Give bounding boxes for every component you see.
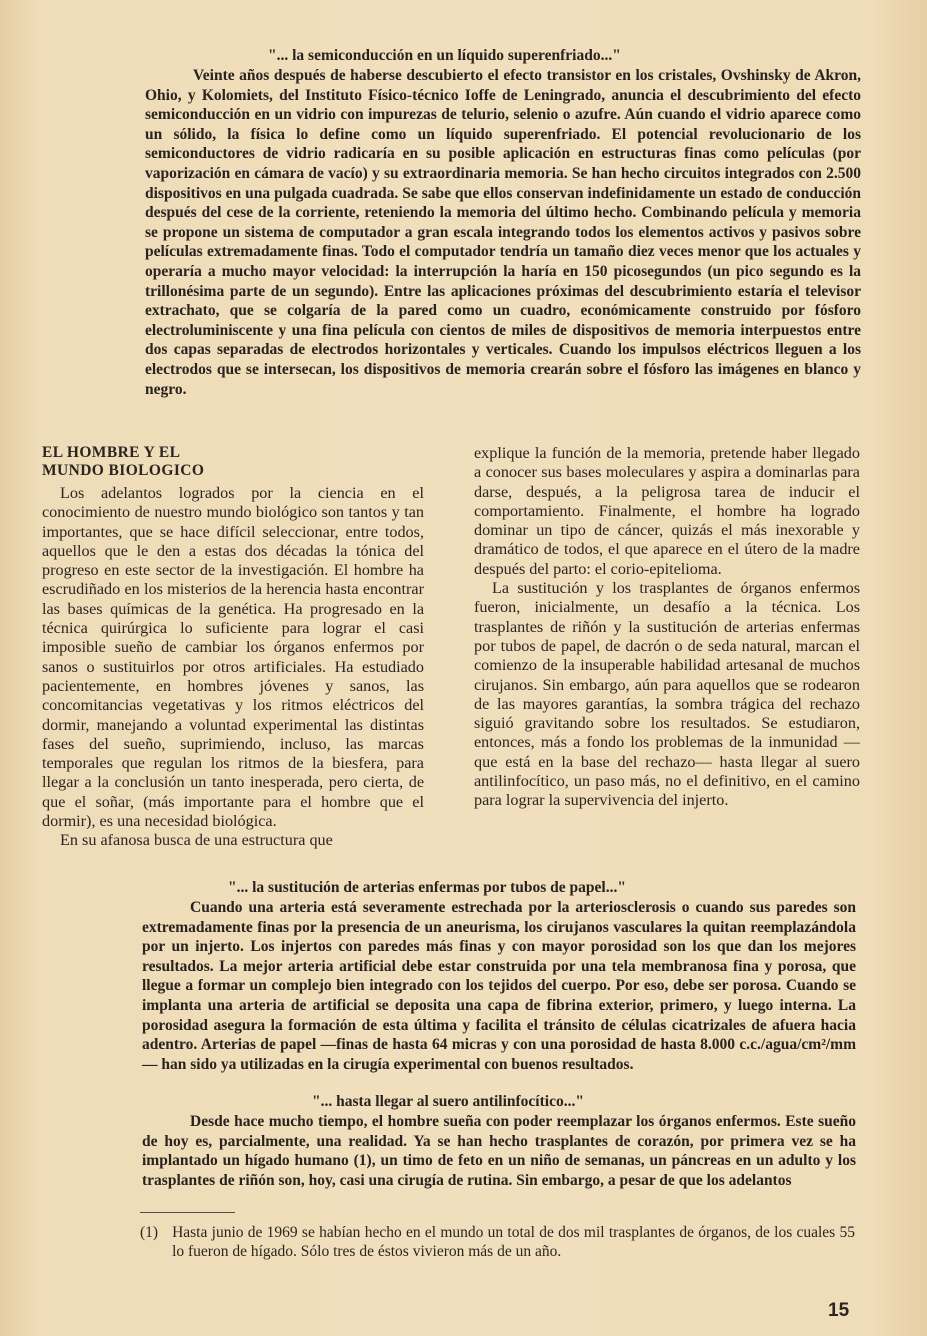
top-bold-block [145,66,861,399]
bottom-bold-paragraph: Desde hace mucho tiempo, el hombre sueña con poder reemplazar los órganos enfermos. Este sueño de hoy es, parcialmente, una realidad. Ya se han hecho trasplantes de corazón, por primera vez se ha implantado un hígado humano (1), un timo de feto en un niño de semanas, un páncreas en un adulto y los trasplantes de riñón son, hoy, casi una cirugía de rutina. Sin embargo, a pesar de que los adelantos [142,1113,856,1189]
top-pull-quote: "... la semiconducción en un líquido superenfriado..." [268,47,621,64]
footnote-rule [140,1212,235,1213]
footnote-number: (1) [140,1224,159,1241]
section-heading: EL HOMBRE Y EL MUNDO BIOLOGICO [42,444,205,479]
left-paragraph-2: En su afanosa busca de una estructura que [60,831,333,850]
middle-bold-paragraph: Cuando una arteria está severamente estrechada por la arteriosclerosis o cuando sus paredes son extremadamente finas por la presencia de un aneurisma, los cirujanos vasculares la quitan reemplazándola por un injerto. Los injertos con paredes más finas y con mayor porosidad son los que dan los mejores resultados. La mejor arteria artificial debe estar construida por una tela membranosa fina y porosa, que llegue a formar un complejo bien integrado con los tejidos del cuerpo. Por eso, debe ser porosa. Cuando se implanta una arteria de artificial se deposita una capa de fibrina exterior, primero, y luego interna. La porosidad asegura la formación de esta última y facilita el tránsito de células cicatrizales de afuera hacia adentro. Arterias de papel —finas de hasta 64 micras y con una porosidad de hasta 8.000 c.c./agua/cm²/mm— han sido ya utilizadas en la cirugía experimental con buenos resultados. [142,899,856,1073]
footnote-text: Hasta junio de 1969 se habían hecho en el mundo un total de dos mil trasplantes de órganos, de los cuales 55 lo fueron de hígado. Sólo tres de éstos vivieron más de un año. [172,1224,855,1260]
right-paragraph-2: La sustitución y los trasplantes de órganos enfermos fueron, inicialmente, un desafío a la técnica. Los trasplantes de riñón y la sustitución de arterias enfermas por tubos de papel, de dacrón o de seda natural, marcan el comienzo de la insuperable habilidad artesanal de muchos cirujanos. Sin embargo, aún para aquellos que se rodearon de las mayores garantías, la sombra trágica del rechazo siguió gravitando sobre los resultados. Se estudiaron, entonces, más a fondo los problemas de la inmunidad —que está en la base del rechazo— hasta llegar al suero antilinfocítico, un paso más, no el definitivo, en el camino para lograr la supervivencia del injerto. [474,579,860,810]
middle-pull-quote: "... la sustitución de arterias enfermas por tubos de papel..." [228,879,626,896]
bottom-bold-block [142,1112,856,1190]
right-paragraph-1: explique la función de la memoria, pretende haber llegado a conocer sus bases moleculares y aspira a dominarlas para darse, después, a la peligrosa tarea de inducir el comportamiento. Finalmente, el hombre ha logrado dominar un tipo de cáncer, quizás el más inexorable y dramático de todos, el que aparece en el útero de la madre después del parto: el corio-epitelioma. [474,444,860,578]
right-column [474,444,860,811]
page-number: 15 [828,1300,850,1321]
footnote [140,1224,855,1261]
left-column [42,484,424,851]
bottom-pull-quote: "... hasta llegar al suero antilinfocítico..." [312,1093,584,1110]
middle-bold-block [142,898,856,1074]
left-paragraph-1: Los adelantos logrados por la ciencia en el conocimiento de nuestro mundo biológico son tantos y tan importantes, que se hace difícil seleccionar, entre todos, aquellos que le den a estas dos décadas la tónica del progreso en este sector de la investigación. El hombre ha escrudiñado en los misterios de la herencia hasta encontrar las bases químicas de la genética. Ha progresado en la técnica quirúrgica lo suficiente para lograr el casi imposible sueño de cambiar los órganos enfermos por sanos o sustituirlos por otros artificiales. Ha estudiado pacientemente, en hombres jóvenes y sanos, las concomitancias vegetativas y los ritmos eléctricos del dormir, manejando a voluntad experimental las distintas fases del sueño, suprimiendo, incluso, las marcas temporales que regulan los ritmos de la biesfera, para llegar a la conclusión un tanto inesperada, pero cierta, de que el soñar, (más importante para el hombre que el dormir), es una necesidad biológica. [42,484,424,831]
top-bold-paragraph: Veinte años después de haberse descubierto el efecto transistor en los cristales, Ovshinsky de Akron, Ohio, y Kolomiets, del Instituto Físico-técnico Ioffe de Leningrado, anuncia el descubrimiento del efecto semiconducción en un vidrio con impurezas de telurio, selenio o azufre. Aún cuando el vidrio aparece como un sólido, la física lo define como un líquido superenfriado. El potencial revolucionario de los semiconductores de vidrio radicaría en su posible aplicación en estructuras finas como películas (por vaporización en cámara de vacío) y su extraordinaria memoria. Se han hecho circuitos integrados con 2.500 dispositivos en una pulgada cuadrada. Se sabe que ellos conservan indefinidamente un estado de conducción después del cese de la corriente, reteniendo la memoria del último hecho. Combinando película y memoria se propone un sistema de computador a gran escala integrando todos los elementos activos y pasivos sobre películas extremadamente finas. Todo el computador tendría un tamaño diez veces menor que los actuales y operaría a mucho mayor velocidad: la interrupción la haría en 150 picosegundos (un pico segundo es la trillonésima parte de un segundo). Entre las aplicaciones próximas del descubrimiento estaría el televisor extrachato, que se colgaría de la pared como un cuadro, económicamente construido por fósforo electroluminiscente y una fina película con cientos de miles de dispositivos de memoria interpuestos entre dos capas separadas de electrodos horizontales y verticales. Cuando los impulsos eléctricos lleguen a los electrodos que se intersecan, los dispositivos de memoria crearán sobre el fósforo las imágenes en blanco y negro. [145,67,861,398]
